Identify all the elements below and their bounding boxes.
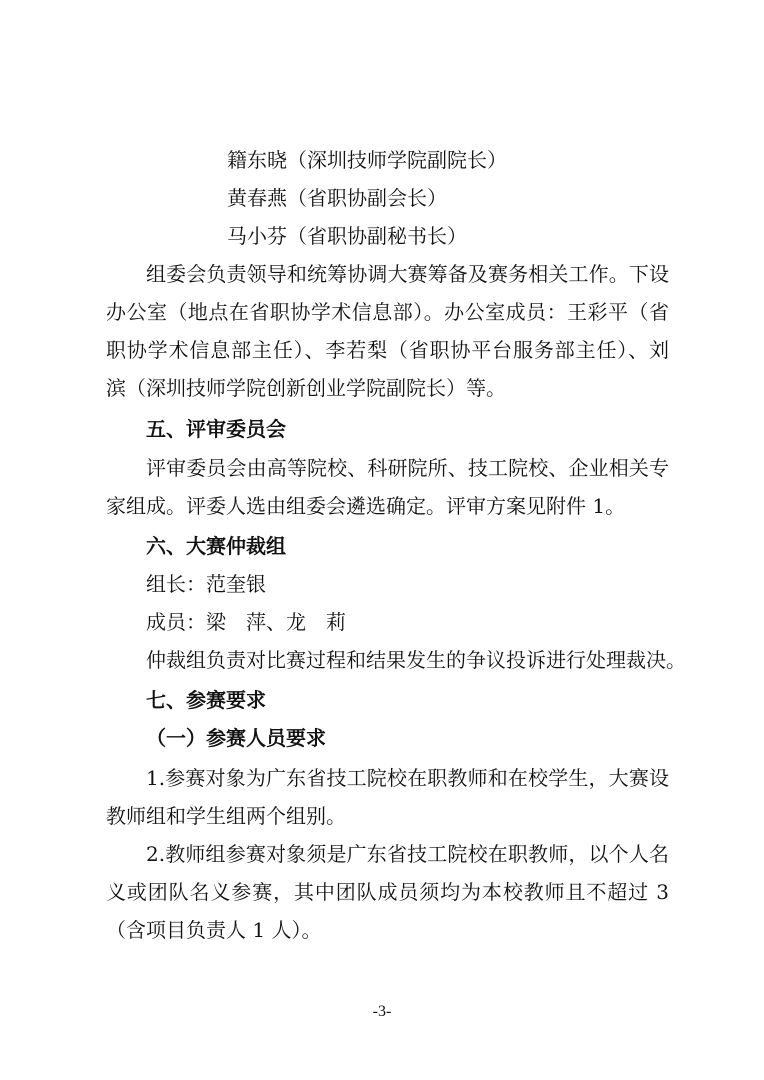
paragraph-line: 家组成。评委人选由组委会遴选确定。评审方案见附件 1。 [106,494,626,518]
section-heading: 五、评审委员会 [146,417,286,441]
paragraph-line: 2.教师组参赛对象须是广东省技工院校在职教师，以个人名 [146,842,669,866]
paragraph-line: 1.参赛对象为广东省技工院校在职教师和在校学生，大赛设 [146,766,669,790]
paragraph-line: 办公室（地点在省职协学术信息部）。办公室成员：王彩平（省 [106,300,669,324]
section-heading: 六、大赛仲裁组 [146,534,286,558]
section-heading: 七、参赛要求 [146,688,266,712]
paragraph-line: 职协学术信息部主任）、李若梨（省职协平台服务部主任）、刘 [106,338,669,362]
page-number: -3- [372,1003,392,1020]
paragraph-line: 组委会负责领导和统筹协调大赛筹备及赛务相关工作。下设 [146,262,669,286]
paragraph-line: 仲裁组负责对比赛过程和结果发生的争议投诉进行处理裁决。 [146,648,686,672]
paragraph-line: 评审委员会由高等院校、科研院所、技工院校、企业相关专 [146,456,669,480]
subsection-heading: （一）参赛人员要求 [146,726,326,750]
paragraph-line: 滨（深圳技师学院创新创业学院副院长）等。 [106,376,506,400]
committee-member-line: 籍东晓（深圳技师学院副院长） [227,148,507,172]
arbitration-members: 成员：梁 萍、龙 莉 [146,610,346,634]
committee-member-line: 马小芬（省职协副秘书长） [227,224,467,248]
paragraph-line: （含项目负责人 1 人）。 [106,918,322,942]
paragraph-line: 义或团队名义参赛，其中团队成员须均为本校教师且不超过 3 [106,880,669,904]
paragraph-line: 教师组和学生组两个组别。 [106,804,346,828]
arbitration-leader: 组长：范奎银 [146,572,266,596]
committee-member-line: 黄春燕（省职协副会长） [227,186,447,210]
